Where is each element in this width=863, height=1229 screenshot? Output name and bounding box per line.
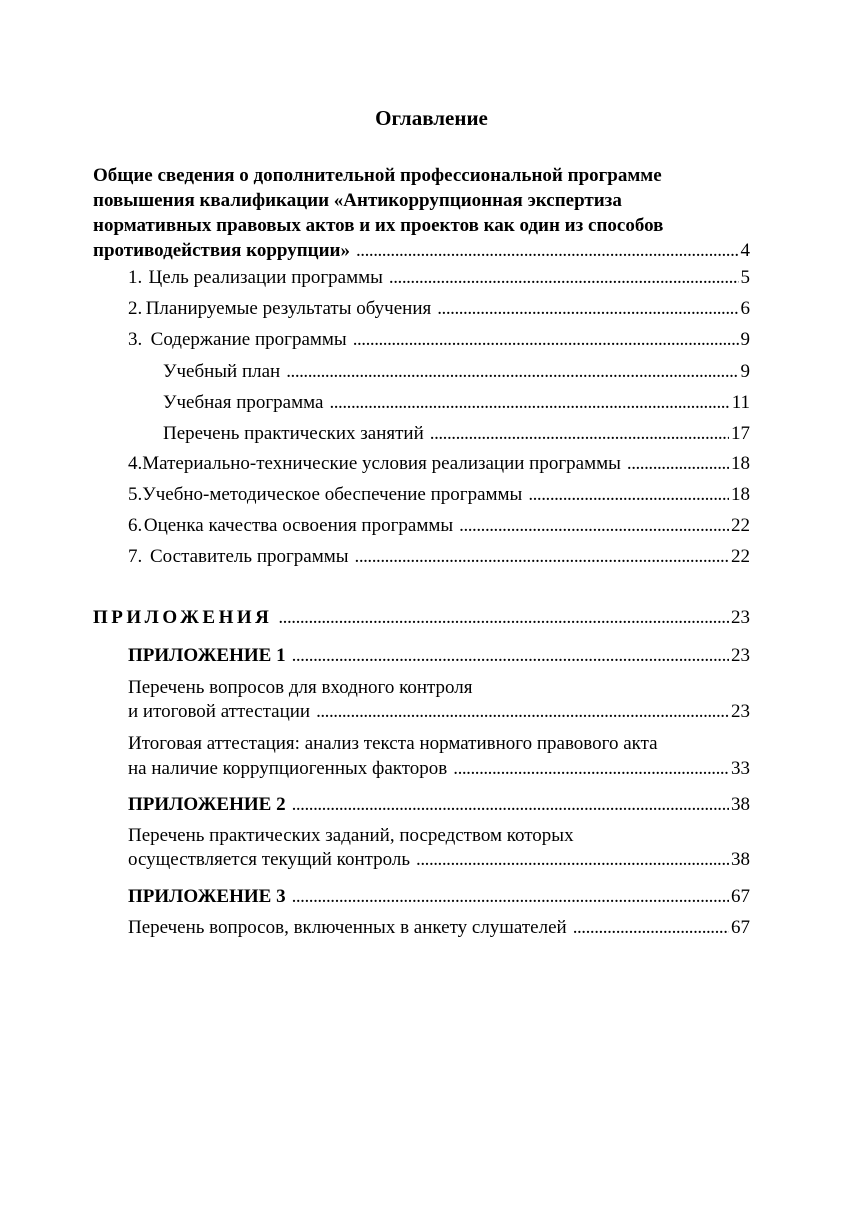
dot-leader [573,916,729,940]
section-label: Цель реализации программы [148,267,383,288]
section-label: Оценка качества освоения программы [143,515,454,536]
appendix-item-line2: осуществляется текущий контроль [128,849,411,870]
toc-entry-intro[interactable] [93,163,750,263]
dot-leader [389,266,739,290]
page-number: 5 [740,267,750,288]
page-number: 23 [731,701,750,722]
toc-entry-section-6[interactable] [128,514,750,538]
dot-leader [286,360,738,384]
page-number: 33 [731,758,750,779]
toc-entry-appendix-2[interactable] [128,793,750,817]
toc-entry-section-7[interactable] [128,545,750,569]
toc-entry-entry-control-questions[interactable] [128,700,750,724]
page-number: 23 [731,645,750,666]
toc-entry-subsection-practicals[interactable] [163,422,750,446]
page-number: 9 [740,361,750,382]
toc-entry-subsection-curriculum[interactable] [163,391,750,415]
intro-line: Общие сведения о дополнительной профессиональной программе [93,165,662,186]
appendix-item-line1: Итоговая аттестация: анализ текста нормативного правового акта [128,733,658,754]
page-number: 6 [740,298,750,319]
page-number: 9 [740,329,750,350]
dot-leader [316,700,729,724]
page-number: 11 [731,392,750,413]
page-title: Оглавление [375,106,488,130]
section-label: Материально-технические условия реализации программы [142,453,621,474]
section-label: Учебная программа [163,392,324,413]
intro-line: повышения квалификации «Антикоррупционная экспертиза [93,190,622,211]
toc-entry-survey-questions[interactable] [128,916,750,940]
page-number: 38 [731,849,750,870]
toc-entry-section-2[interactable] [128,297,750,321]
appendix-item-line2: на наличие коррупциогенных факторов [128,758,448,779]
section-label: Перечень практических занятий [163,423,424,444]
dot-leader [627,452,729,476]
dot-leader [292,885,729,909]
toc-entry-appendices[interactable] [93,606,750,630]
page-number: 4 [740,240,750,261]
section-number: 3. [128,329,143,350]
section-label: Планируемые результаты обучения [145,298,432,319]
appendix-item-line1: Перечень вопросов для входного контроля [128,677,473,698]
dot-leader [355,545,729,569]
dot-leader [353,328,739,352]
appendix-title: ПРИЛОЖЕНИЕ 3 [128,886,286,907]
section-label: Содержание программы [150,329,347,350]
toc-entry-final-attestation[interactable] [128,757,750,781]
section-number: 4. [128,453,143,474]
dot-leader [356,238,739,262]
dot-leader [437,297,738,321]
page-number: 22 [731,546,750,567]
toc-entry-section-5[interactable] [128,483,750,507]
toc-entry-section-1[interactable] [128,266,750,290]
page-number: 23 [731,607,750,628]
appendix-item-line2: и итоговой аттестации [128,701,311,722]
dot-leader [329,391,729,415]
appendix-item-label: Перечень вопросов, включенных в анкету слушателей [128,917,567,938]
page-number: 67 [731,917,750,938]
appendix-item-line1: Перечень практических заданий, посредством которых [128,825,574,846]
dot-leader [528,483,729,507]
intro-last-line: противодействия коррупции» [93,240,350,261]
page-number: 67 [731,886,750,907]
page-number: 18 [731,453,750,474]
toc-entry-section-4[interactable] [128,452,750,476]
page-number: 38 [731,794,750,815]
dot-leader [453,757,729,781]
page-number: 17 [731,423,750,444]
toc-entry-appendix-1[interactable] [128,644,750,668]
toc-entry-subsection-study-plan[interactable] [163,360,750,384]
dot-leader [416,848,729,872]
intro-line: нормативных правовых актов и их проектов как один из способов [93,215,664,236]
section-number: 5. [128,484,143,505]
section-label: Учебно-методическое обеспечение программы [142,484,523,505]
section-number: 6. [128,515,143,536]
dot-leader [292,793,729,817]
page-number: 22 [731,515,750,536]
toc-entry-section-3[interactable] [128,328,750,352]
section-number: 1. [128,267,143,288]
appendix-title: ПРИЛОЖЕНИЕ 2 [128,794,286,815]
section-number: 2. [128,298,143,319]
toc-entry-appendix-3[interactable] [128,885,750,909]
appendices-heading: ПРИЛОЖЕНИЯ [93,607,273,628]
appendix-title: ПРИЛОЖЕНИЕ 1 [128,645,286,666]
dot-leader [430,422,729,446]
page-number: 18 [731,484,750,505]
section-label: Составитель программы [150,546,349,567]
section-label: Учебный план [163,361,281,382]
dot-leader [292,644,729,668]
dot-leader [459,514,729,538]
section-number: 7. [128,546,143,567]
dot-leader [278,606,729,630]
toc-entry-practical-tasks[interactable] [128,848,750,872]
